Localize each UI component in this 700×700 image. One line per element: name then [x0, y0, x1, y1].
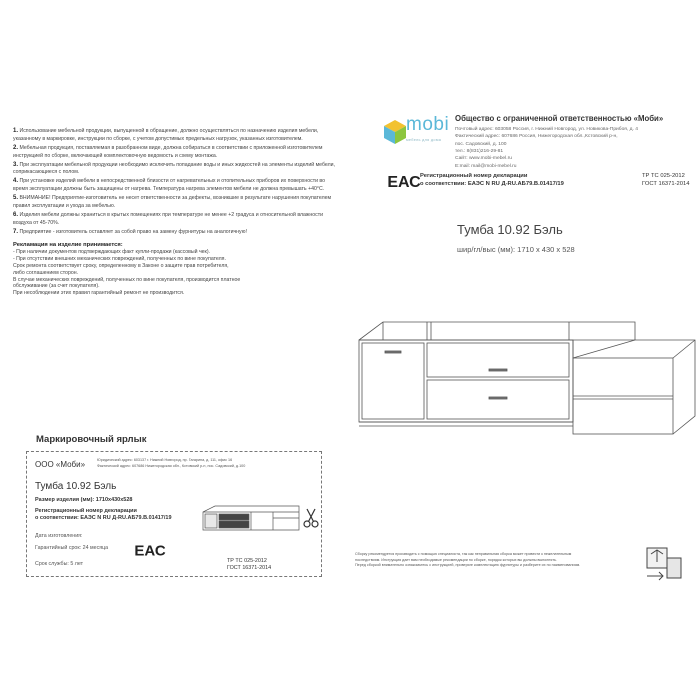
claims-line: При несоблюдении этих правил гарантийный ремонт не производится. — [13, 290, 185, 297]
company-name: Общество с ограниченной ответственностью «Моби» — [455, 114, 664, 123]
label-warranty: Гарантийный срок: 24 месяца — [35, 545, 109, 551]
svg-text:ЕАС: ЕАС — [387, 174, 421, 191]
scissors-icon — [303, 508, 319, 528]
claims-line: Срок ремонта соответствует сроку, определенному в Законе о защите прав потребителя, — [13, 262, 229, 269]
rule-5: 5. ВНИМАНИЕ! Предприятие-изготовитель не несет ответственности за дефекты, возникшие в результате нарушения покупателем правил эксплуатации и ухода за мебелью. — [13, 195, 332, 209]
logo-tagline: мебель для дома — [406, 138, 442, 142]
usage-rules — [13, 128, 337, 297]
label-address: Юридический адрес: 603137 г. Нижний Новгород, пр. Гагарина, д. 111, офис 16 Фактический адрес: 607686 Нижегородская обл., Кстовский р-н, пос. Садовский, д.100 — [97, 458, 246, 468]
label-product-drawing — [201, 504, 301, 534]
package-handling-icon — [645, 546, 683, 580]
company-contacts: Почтовый адрес: 603058 Россия, г. Нижний Новгород, ул. Новикова-Прибоя, д. 4 Фактический адрес: 607686 Россия, Нижегородская обл.,Кстовский р-н, пос. Садовский, д. 100 тел.: 8(831)216-29-81 Сайт: www.mobi-mebel.ru E:mail: mail@mobi-mebel.ru — [455, 127, 638, 169]
claims-section — [13, 242, 337, 298]
eac-mark-icon — [387, 171, 421, 191]
claims-title: Рекламация на изделие принимается: — [13, 241, 123, 248]
marking-label — [26, 451, 322, 577]
mobi-logo-icon — [384, 120, 406, 144]
product-drawing — [355, 300, 695, 440]
svg-text:ЕАС: ЕАС — [134, 542, 166, 560]
rule-6: 6. Изделия мебели должны храниться в крытых помещениях при температуре не менее +2 градуса и относительной влажности воздуха от 45-70%. — [13, 211, 323, 226]
assembly-notes: Сборку рекомендуется производить с помощью специалиста, так как неправильная сборка может привести к нежелательным последствиям. Инструкция дает вам необходимые рекомендации по сборке, порядок которых вы должны выполнять. Перед сборкой внимательно ознакомьтесь с инструкцией, проверьте комплектацию фурнитуры и разберите их по наименованиям. — [355, 552, 581, 568]
claims-line: - При отсутствии внешних механических повреждений, полученных по вине покупателя. — [13, 256, 226, 262]
claims-line: либо соглашением сторон. — [13, 269, 79, 276]
product-title: Тумба 10.92 Бэль — [457, 222, 563, 237]
label-registration: Регистрационный номер декларации о соответствии: ЕАЭС N RU Д-RU.АБ79.В.01417/19 — [35, 508, 172, 522]
product-dimensions: шир/гл/выс (мм): 1710 х 430 х 528 — [457, 245, 575, 254]
label-company: ООО «Моби» — [35, 460, 86, 469]
logo-wordmark: mobi — [406, 114, 450, 135]
label-standards: ТР ТС 025-2012 ГОСТ 16371-2014 — [227, 558, 272, 572]
label-manufacture-date: Дата изготовления: — [35, 533, 83, 539]
label-product-name: Тумба 10.92 Бэль — [35, 481, 117, 492]
standards: ТР ТС 025-2012 ГОСТ 16371-2014 — [642, 173, 690, 188]
claims-line: обслуживание (за счет покупателя). — [13, 283, 100, 290]
marking-label-heading: Маркировочный ярлык — [36, 434, 147, 445]
rule-2: 2. Мебельная продукция, поставляемая в разобранном виде, должна собираться в соответствии с приложенной изготовителем инструкцией по сборке, включающей комплектовочную ведомость и схему монтажа. — [13, 144, 323, 159]
rule-7: 7. Предприятие - изготовитель оставляет за собой право на замену фурнитуры на аналогичную! — [13, 228, 247, 235]
eac-mark-icon — [134, 541, 166, 560]
rule-4: 4. При установке изделий мебели в непосредственной близости от нагревательных и отопительных приборов их поверхности во время эксплуатации должны быть защищены от нагрева. Температура нагрева элементов мебели не должна превышать +40°С. — [13, 178, 326, 193]
rule-1: 1. Использование мебельной продукции, выпущенной в обращение, должно осуществляться по назначению изделия мебели, указанному в маркировке, инструкции по сборке, с учетом допустимых предельных нагрузок, указанных изготовителем. — [13, 128, 319, 142]
rule-3: 3. При эксплуатации мебельной продукции необходимо исключить попадание воды и иных жидкостей на элементы изделий мебели, соприкасающиеся с полом. — [13, 161, 335, 176]
label-size: Размер изделия (мм): 1710х430х528 — [35, 497, 133, 503]
label-service-life: Срок службы: 5 лет — [35, 561, 84, 567]
declaration-number: Регистрационный номер декларации о соответствии: ЕАЭС N RU Д-RU.АБ79.В.01417/19 — [420, 173, 564, 188]
claims-line: В случае механических повреждений, полученных по вине покупателя, производится платное — [13, 276, 241, 283]
claims-line: - При наличии документов подтверждающих факт купли-продажи (кассовый чек). — [13, 249, 210, 256]
